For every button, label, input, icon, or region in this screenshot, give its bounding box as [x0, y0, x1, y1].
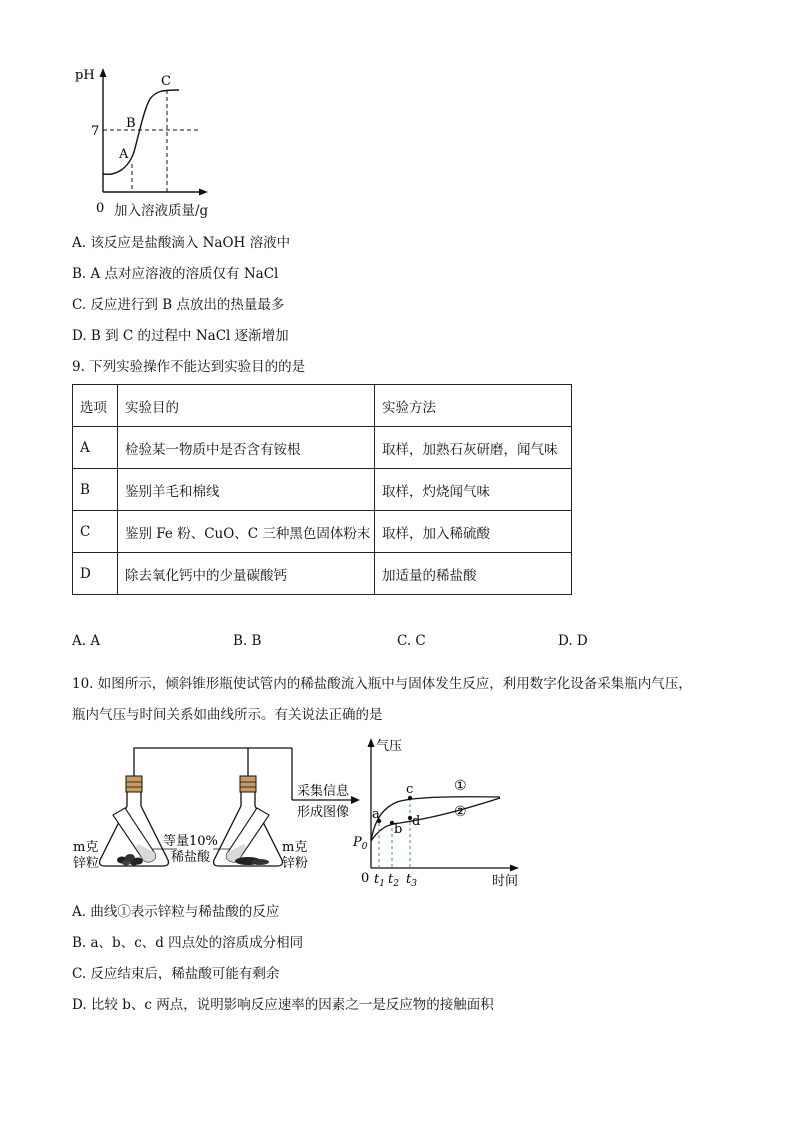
left-solid-label: 锌粒 [73, 856, 100, 871]
q10-option-a: A. 曲线①表示锌粒与稀盐酸的反应 [72, 904, 280, 920]
time-axis-label: 时间 [492, 874, 519, 889]
curve-2 [371, 798, 500, 841]
curve-1-label: ① [454, 778, 467, 794]
acid-name-label: 稀盐酸 [171, 850, 211, 865]
point-b-label: B [126, 116, 136, 131]
table-cell: C [73, 511, 118, 553]
apparatus-diagram [70, 740, 360, 880]
t3-label: $t_3$ [406, 872, 417, 889]
table-cell: 取样，灼烧闻气味 [375, 469, 572, 511]
p0-label: $P_0$ [353, 835, 368, 852]
table-row [73, 553, 572, 595]
q9-choice-c: C. C [397, 633, 426, 649]
chart-origin: 0 [361, 871, 370, 886]
right-solid-label: 锌粉 [282, 856, 309, 871]
pressure-time-chart [350, 732, 530, 892]
q9-choice-d: D. D [558, 633, 588, 649]
q10-stem-line-2: 瓶内气压与时间关系如曲线所示。有关说法正确的是 [72, 707, 383, 723]
ph-x-axis-label: 加入溶液质量/g [114, 203, 209, 219]
right-flask [214, 776, 283, 866]
arrow-label-1: 采集信息 [297, 784, 350, 799]
left-flask [100, 776, 169, 866]
point-d-label: d [412, 814, 421, 829]
table-cell: 鉴别 Fe 粉、CuO、C 三种黑色固体粉末 [118, 511, 375, 553]
q9-choice-b: B. B [233, 633, 262, 649]
point-c-label: c [406, 782, 414, 797]
q10-option-d: D. 比较 b、c 两点，说明影响反应速率的因素之一是反应物的接触面积 [72, 997, 494, 1013]
acid-amount-label: 等量10% [163, 834, 218, 849]
right-mass-label: m克 [282, 840, 308, 855]
table-cell: D [73, 553, 118, 595]
point-b-label: b [394, 822, 403, 837]
q9-table [72, 384, 572, 595]
table-cell: 加适量的稀盐酸 [375, 553, 572, 595]
q9-stem: 9. 下列实验操作不能达到实验目的的是 [72, 359, 306, 375]
q8-option-b: B. A 点对应溶液的溶质仅有 NaCl [72, 266, 279, 282]
pressure-axis-label: 气压 [376, 739, 403, 754]
arrow-label-2: 形成图像 [297, 805, 350, 820]
table-header-cell: 选项 [73, 385, 118, 427]
table-cell: 取样，加熟石灰研磨，闻气味 [375, 427, 572, 469]
table-row [73, 469, 572, 511]
q10-option-b: B. a、b、c、d 四点处的溶质成分相同 [72, 935, 304, 951]
table-cell: 鉴别羊毛和棉线 [118, 469, 375, 511]
ph-titration-chart [66, 64, 226, 224]
q10-option-c: C. 反应结束后，稀盐酸可能有剩余 [72, 966, 280, 982]
point-a-label: a [372, 807, 380, 822]
q9-choice-a: A. A [72, 633, 101, 649]
table-cell: 取样，加入稀硫酸 [375, 511, 572, 553]
point-c-label: C [161, 74, 171, 89]
q8-option-a: A. 该反应是盐酸滴入 NaOH 溶液中 [72, 235, 291, 251]
table-header-cell: 实验目的 [118, 385, 375, 427]
ph-origin: 0 [96, 201, 105, 216]
table-cell: 检验某一物质中是否含有铵根 [118, 427, 375, 469]
table-header-cell: 实验方法 [375, 385, 572, 427]
table-cell: A [73, 427, 118, 469]
table-row [73, 427, 572, 469]
curve-2-label: ② [454, 804, 467, 820]
left-mass-label: m克 [73, 840, 99, 855]
table-cell: B [73, 469, 118, 511]
q8-option-c: C. 反应进行到 B 点放出的热量最多 [72, 297, 285, 313]
t2-label: $t_2$ [388, 872, 399, 889]
q8-option-d: D. B 到 C 的过程中 NaCl 逐渐增加 [72, 328, 289, 344]
point-a-label: A [119, 147, 129, 162]
ph-7-tick: 7 [91, 124, 100, 139]
q10-stem-line-1: 10. 如图所示，倾斜锥形瓶使试管内的稀盐酸流入瓶中与固体发生反应，利用数字化设备采集瓶内气压， [72, 676, 692, 692]
table-row [73, 511, 572, 553]
ph-curve [103, 90, 179, 174]
ph-axis-label: pH [75, 68, 95, 83]
table-header-row [73, 385, 572, 427]
t1-label: $t_1$ [374, 872, 385, 889]
table-cell: 除去氧化钙中的少量碳酸钙 [118, 553, 375, 595]
